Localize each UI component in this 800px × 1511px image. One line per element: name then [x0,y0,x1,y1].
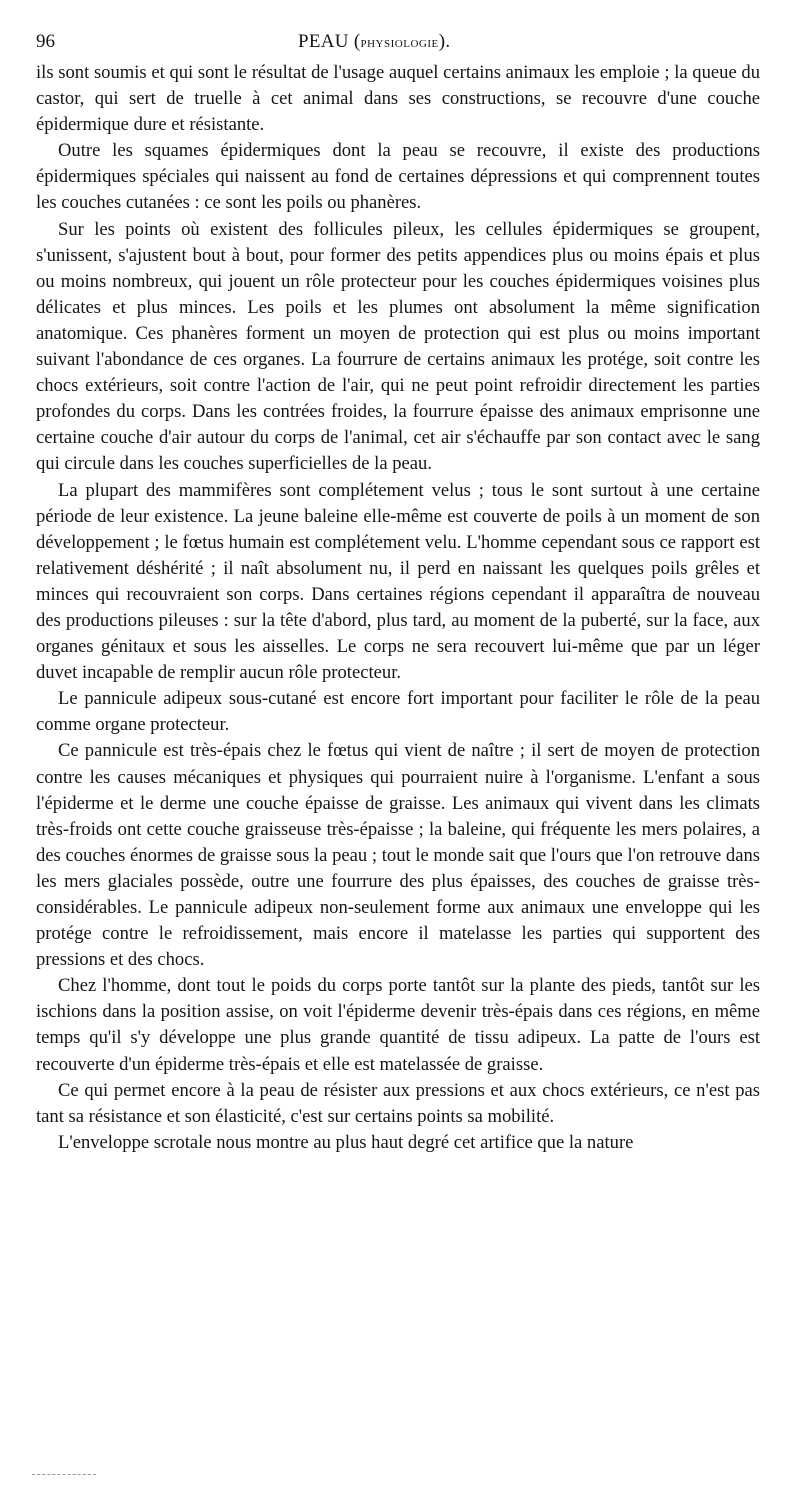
paragraph: Ce qui permet encore à la peau de résister aux pressions et aux chocs extérieurs, ce n'est pas tant sa résistance et son élasticité, c'est sur certains points sa mobilité. [36,1079,760,1127]
paragraph-continued: ils sont soumis et qui sont le résultat de l'usage auquel certains animaux les emploie ; la queue du castor, qui sert de truelle à cet animal dans ses constructions, se recouvre d'une couche épidermique dure et résistante. [36,62,760,136]
book-page [36,30,760,1156]
paragraph: L'enveloppe scrotale nous montre au plus haut degré cet artifice que la nature [58,1131,634,1153]
body-text [36,60,760,1156]
paragraph: Chez l'homme, dont tout le poids du corps porte tantôt sur la plante des pieds, tantôt sur les ischions dans la position assise, on voit l'épiderme devenir très-épais dans ces régions, en même temps qu'il s'y développe une plus grande quantité de tissu adipeux. La patte de l'ours est recouverte d'un épiderme très-épais et elle est matelassée de graisse. [36,975,760,1075]
paragraph: Le pannicule adipeux sous-cutané est encore fort important pour faciliter le rôle de la peau comme organe protecteur. [36,688,760,736]
paragraph: Sur les points où existent des follicules pileux, les cellules épidermiques se groupent, s'unissent, s'ajustent bout à bout, pour former des petits appendices plus ou moins épais et plus ou moins nombreux, qui jouent un rôle protecteur pour les couches épidermiques voisines plus délicates et plus minces. Les poils et les plumes ont absolument la même signification anatomique. Ces phanères forment un moyen de protection qui est plus ou moins important suivant l'abondance de ces organes. La fourrure de certains animaux les protége, soit contre les chocs extérieurs, soit contre l'action de l'air, qui ne peut point refroidir directement les parties profondes du corps. Dans les contrées froides, la fourrure épaisse des animaux emprisonne une certaine couche d'air autour du corps de l'animal, cet air s'échauffe par son contact avec le sang qui circule dans les couches superficielles de la peau. [36,218,760,475]
footer-rule [32,1474,96,1475]
page-number: 96 [36,31,55,52]
running-head-title: PEAU ( [298,31,361,52]
running-head-close: ). [438,31,451,52]
paragraph: La plupart des mammifères sont complétement velus ; tous le sont surtout à une certaine période de leur existence. La jeune baleine elle-même est couverte de poils à un moment de son développement ; le fœtus humain est complétement velu. L'homme cependant sous ce rapport est relativement déshérité ; il naît absolument nu, il perd en naissant les quelques poils grêles et minces qui recouvraient son corps. Dans certaines régions cependant il apparaîtra de nouveau des productions pileuses : sur la tête d'abord, plus tard, au moment de la puberté, sur la face, aux organes génitaux et sous les aisselles. Le corps ne sera recouvert lui-même que par un léger duvet incapable de remplir aucun rôle protecteur. [36,479,760,684]
running-head-subtitle: physiologie [360,35,439,51]
running-head [298,30,450,55]
page-header [36,30,760,60]
paragraph: Ce pannicule est très-épais chez le fœtus qui vient de naître ; il sert de moyen de protection contre les causes mécaniques et physiques qui pourraient nuire à l'organisme. L'enfant a sous l'épiderme et le derme une couche épaisse de graisse. Les animaux qui vivent dans les climats très-froids ont cette couche graisseuse très-épaisse ; la baleine, qui fréquente les mers polaires, a des couches énormes de graisse sous la peau ; tout le monde sait que l'ours que l'on retrouve dans les mers glaciales possède, outre une fourrure des plus épaisses, des couches de graisse très-considérables. Le pannicule adipeux non-seulement forme aux animaux une enveloppe qui les protége contre le refroidissement, mais encore il matelasse les parties qui supportent des pressions et des chocs. [36,740,760,971]
paragraph: Outre les squames épidermiques dont la peau se recouvre, il existe des productions épidermiques spéciales qui naissent au fond de certaines dépressions et qui comprennent toutes les couches cutanées : ce sont les poils ou phanères. [36,140,760,214]
